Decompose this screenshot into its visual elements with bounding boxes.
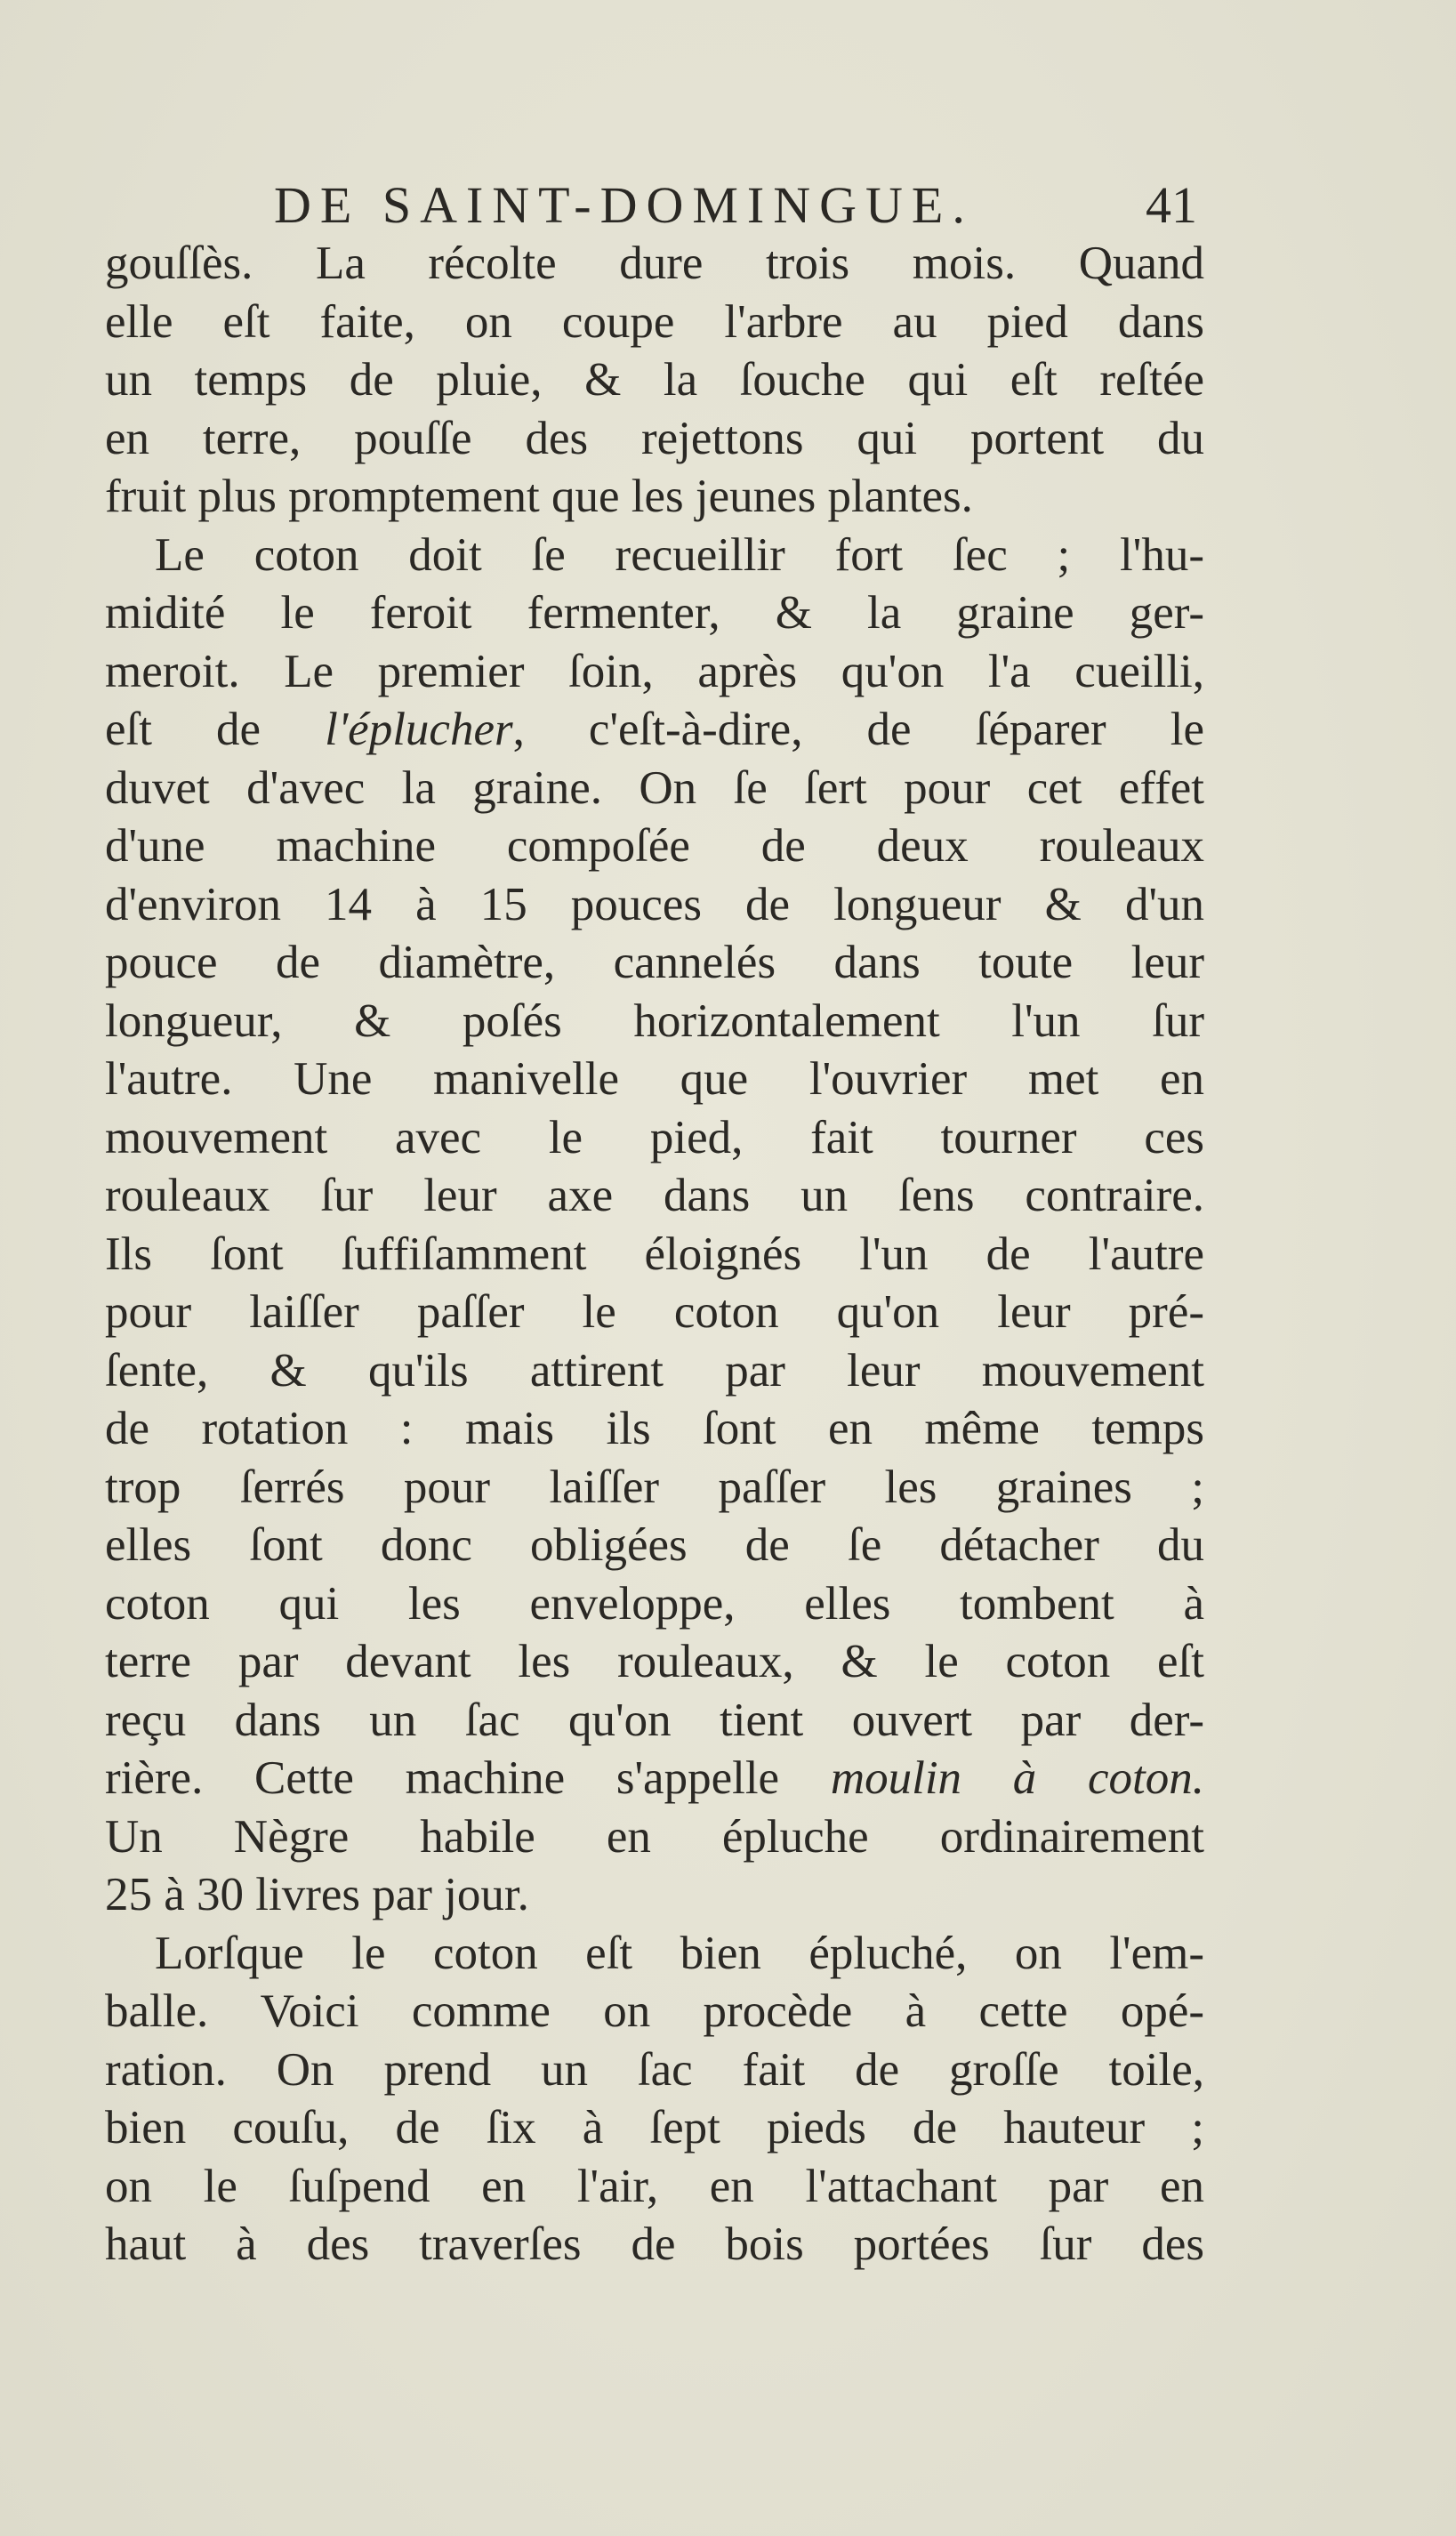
- text-line: un temps de pluie, & la ſouche qui eſt reſtée: [105, 354, 1204, 406]
- text-line: ration. On prend un ſac fait de groſſe toile,: [105, 2043, 1204, 2096]
- text-line: Lorſque le coton eſt bien épluché, on l'em-: [155, 1927, 1204, 1979]
- text-segment: rière. Cette machine s'appelle: [105, 1752, 831, 1804]
- text-line: reçu dans un ſac qu'on tient ouvert par der-: [105, 1694, 1204, 1746]
- page-header: [105, 174, 1204, 237]
- text-line: Un Nègre habile en épluche ordinairement: [105, 1810, 1204, 1863]
- text-line: rouleaux ſur leur axe dans un ſens contraire.: [105, 1170, 1204, 1221]
- text-line: terre par devant les rouleaux, & le coton eſt: [105, 1636, 1204, 1687]
- text-segment: , c'eſt-à-dire, de ſéparer le: [512, 704, 1204, 755]
- italic-term: moulin à coton.: [830, 1752, 1204, 1804]
- text-line: d'environ 14 à 15 pouces de longueur & d'un: [105, 878, 1204, 930]
- text-line: Ils ſont ſuffiſamment éloignés l'un de l'autre: [105, 1228, 1204, 1280]
- text-line: ſente, & qu'ils attirent par leur mouvement: [105, 1344, 1204, 1397]
- text-line: meroit. Le premier ſoin, après qu'on l'a cueilli,: [105, 645, 1204, 697]
- text-line: elles ſont donc obligées de ſe détacher du: [105, 1519, 1204, 1571]
- text-line: d'une machine compoſée de deux rouleaux: [105, 820, 1204, 872]
- text-line: fruit plus promptement que les jeunes plantes.: [105, 471, 973, 522]
- text-line: trop ſerrés pour laiſſer paſſer les graines ;: [105, 1461, 1204, 1513]
- text-line: elle eſt faite, on coupe l'arbre au pied dans: [105, 295, 1204, 348]
- body-text: [105, 235, 1204, 2274]
- text-line: 25 à 30 livres par jour.: [105, 1869, 529, 1920]
- running-head: DE SAINT-DOMINGUE.: [274, 176, 974, 234]
- text-line: de rotation : mais ils ſont en même temps: [105, 1403, 1204, 1454]
- text-line: midité le feroit fermenter, & la graine ger-: [105, 587, 1204, 639]
- text-line: l'autre. Une manivelle que l'ouvrier met en: [105, 1053, 1204, 1105]
- text-line: pour laiſſer paſſer le coton qu'on leur pré-: [105, 1286, 1204, 1338]
- page-number: 41: [1146, 176, 1197, 234]
- text-line: mouvement avec le pied, fait tourner ces: [105, 1111, 1204, 1163]
- text-line: bien couſu, de ſix à ſept pieds de hauteur ;: [105, 2102, 1204, 2154]
- italic-term: l'éplucher: [325, 704, 513, 755]
- text-line: [105, 1750, 1204, 1808]
- text-line: en terre, pouſſe des rejettons qui portent du: [105, 412, 1204, 464]
- text-line: coton qui les enveloppe, elles tombent à: [105, 1577, 1204, 1630]
- text-line: haut à des traverſes de bois portées ſur des: [105, 2218, 1204, 2270]
- text-line: Le coton doit ſe recueillir fort ſec ; l'hu-: [155, 528, 1204, 581]
- text-line: balle. Voici comme on procède à cette opé-: [105, 1985, 1204, 2037]
- text-line: duvet d'avec la graine. On ſe ſert pour cet effet: [105, 761, 1204, 814]
- text-line: on le ſuſpend en l'air, en l'attachant par en: [105, 2160, 1204, 2212]
- text-line: gouſſès. La récolte dure trois mois. Quand: [105, 237, 1204, 289]
- text-line: longueur, & poſés horizontalement l'un ſur: [105, 994, 1204, 1047]
- text-line: pouce de diamètre, cannelés dans toute leur: [105, 937, 1204, 988]
- text-segment: eſt de: [105, 704, 326, 755]
- text-line: [105, 701, 1204, 760]
